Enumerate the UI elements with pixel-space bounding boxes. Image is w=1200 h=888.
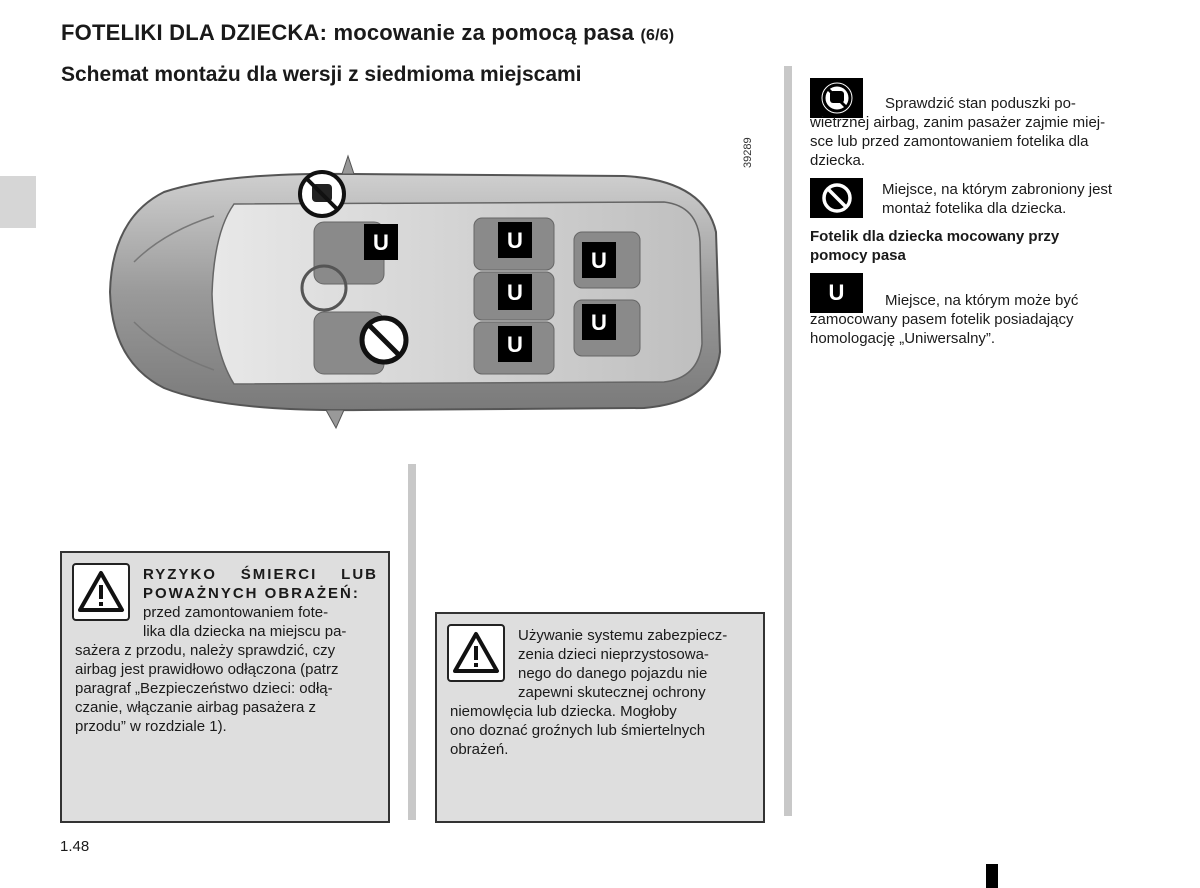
legend-line: zamocowany pasem fotelik posiadający xyxy=(810,311,1074,328)
warning-line: zenia dzieci nieprzystosowa- xyxy=(518,646,709,663)
warning-line: przodu” w rozdziale 1). xyxy=(75,718,227,735)
universal-seat-label: U xyxy=(828,280,845,305)
warning-line: zapewni skutecznej ochrony xyxy=(518,684,706,701)
warning-heading: RYZYKO ŚMIERCI LUB POWAŻNYCH OBRAŻEŃ: xyxy=(143,566,378,602)
seat-marker-u xyxy=(582,304,616,340)
seat-marker-u xyxy=(364,224,398,260)
warning-line: nego do danego pojazdu nie xyxy=(518,665,708,682)
airbag-check-icon xyxy=(300,172,344,216)
seat-marker-u xyxy=(498,222,532,258)
car-top-view-illustration xyxy=(104,152,722,432)
figure-ref-number: 39289 xyxy=(742,137,754,168)
legend-subheading: pomocy pasa xyxy=(810,247,906,264)
svg-text:U: U xyxy=(591,248,607,273)
legend-line: Miejsce, na którym zabroniony jest xyxy=(882,181,1113,198)
warning-triangle-icon xyxy=(72,563,130,621)
legend-universal-seat-icon xyxy=(810,273,863,313)
svg-text:U: U xyxy=(373,230,389,255)
warning-box-death-risk xyxy=(60,551,390,823)
legend-line: sce lub przed zamontowaniem fotelika dla xyxy=(810,133,1089,150)
column-rule-right xyxy=(784,66,792,816)
warning-line: obrażeń. xyxy=(450,741,509,758)
warning-box-unsuitable-system xyxy=(435,612,765,823)
warning-line: ono doznać groźnych lub śmiertelnych xyxy=(450,722,706,739)
legend-prohibited-icon xyxy=(810,178,863,218)
warning-line: przed zamontowaniem fote- xyxy=(143,604,329,621)
warning-line: niemowlęcia lub dziecka. Mogłoby xyxy=(450,703,677,720)
section-subtitle: Schemat montażu dla wersji z siedmioma miejscami xyxy=(61,63,582,86)
warning-triangle-icon xyxy=(447,624,505,682)
legend-airbag-check-icon xyxy=(810,78,863,118)
warning-line: czanie, włączanie airbag pasażera z xyxy=(75,699,316,716)
svg-text:U: U xyxy=(507,228,523,253)
warning-line: airbag jest prawidłowo odłączona (patrz xyxy=(75,661,339,678)
warning-line: Używanie systemu zabezpiecz- xyxy=(518,627,728,644)
prohibited-icon xyxy=(362,318,406,362)
legend-line: wietrznej airbag, zanim pasażer zajmie miej- xyxy=(810,114,1106,131)
title-main: FOTELIKI DLA DZIECKA: mocowanie za pomocą pasa xyxy=(61,20,635,45)
legend-line: Miejsce, na którym może być xyxy=(885,292,1079,309)
legend-line: montaż fotelika dla dziecka. xyxy=(882,200,1067,217)
svg-text:U: U xyxy=(507,332,523,357)
end-of-section-mark xyxy=(986,864,998,888)
seat-marker-u xyxy=(498,274,532,310)
svg-text:U: U xyxy=(507,280,523,305)
column-rule-middle xyxy=(408,464,416,820)
legend-line: Sprawdzić stan poduszki po- xyxy=(885,95,1076,112)
chapter-tab xyxy=(0,176,36,228)
seat-marker-u xyxy=(498,326,532,362)
legend-line: homologację „Uniwersalny”. xyxy=(810,330,996,347)
warning-line: paragraf „Bezpieczeństwo dzieci: odłą- xyxy=(75,680,333,697)
seat-marker-u xyxy=(582,242,616,278)
legend-line: dziecka. xyxy=(810,152,866,169)
warning-line: sażera z przodu, należy sprawdzić, czy xyxy=(75,642,336,659)
legend-subheading: Fotelik dla dziecka mocowany przy xyxy=(810,228,1060,245)
page-title xyxy=(61,20,674,46)
page-number: 1.48 xyxy=(60,838,90,855)
svg-text:U: U xyxy=(591,310,607,335)
warning-line: lika dla dziecka na miejscu pa- xyxy=(143,623,347,640)
title-suffix: (6/6) xyxy=(640,27,675,44)
